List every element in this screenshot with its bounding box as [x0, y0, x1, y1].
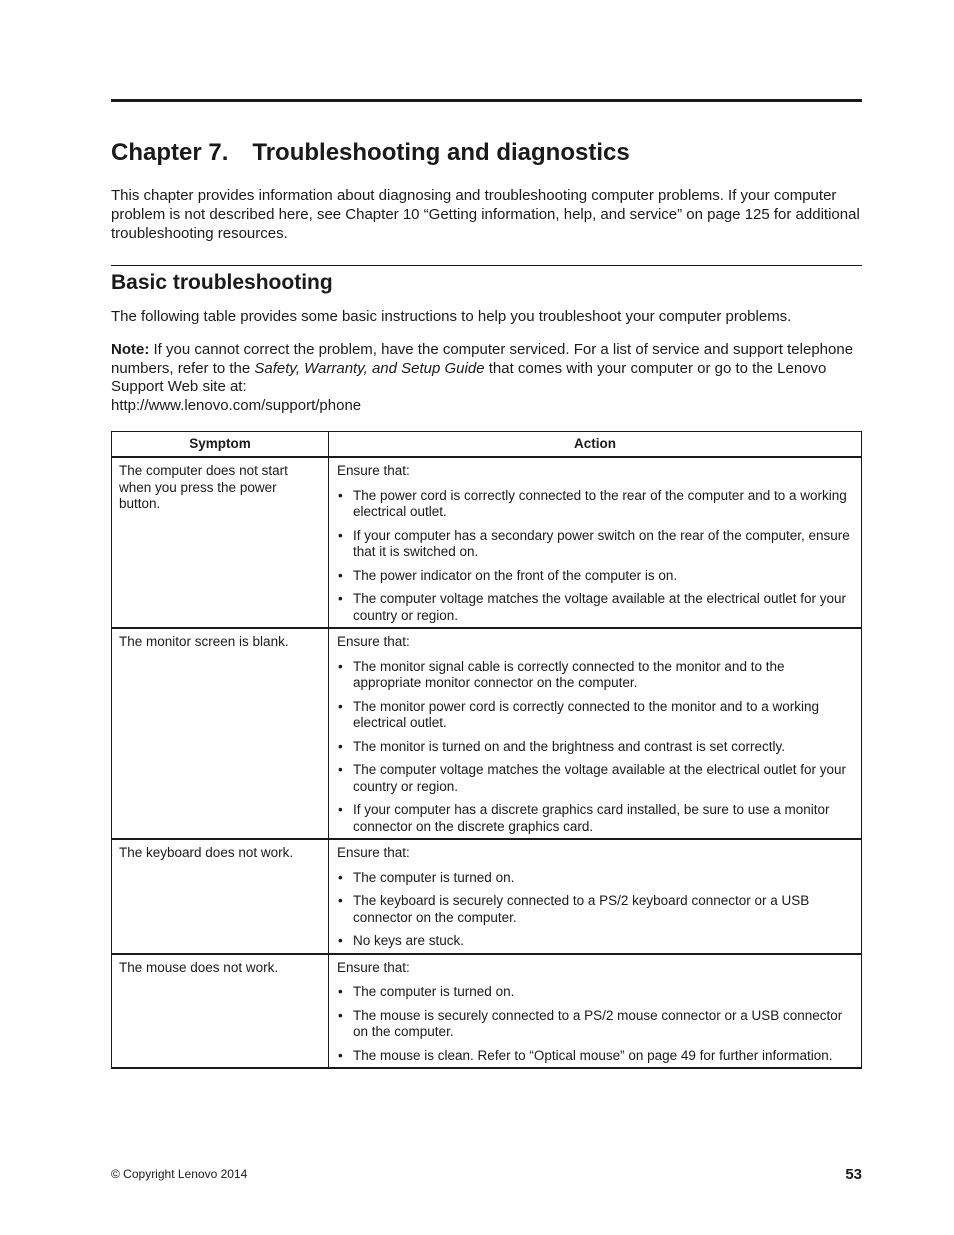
- bullet-icon: •: [338, 933, 343, 948]
- list-item-text: The monitor is turned on and the brightness and contrast is set correctly.: [353, 738, 785, 754]
- bullet-icon: •: [338, 567, 343, 583]
- action-list: [336, 984, 854, 1064]
- list-item-text: The computer voltage matches the voltage available at the electrical outlet for your country or region.: [353, 762, 847, 794]
- list-item: [336, 699, 854, 732]
- action-cell: [329, 954, 862, 1069]
- table-row: [112, 954, 862, 1069]
- list-item-text: The computer voltage matches the voltage available at the electrical outlet for your country or region.: [353, 591, 847, 623]
- page-number: 53: [845, 1166, 862, 1183]
- copyright-footer: © Copyright Lenovo 2014: [111, 1167, 248, 1181]
- bullet-icon: •: [338, 893, 343, 908]
- bullet-icon: •: [338, 802, 343, 817]
- note-label: Note:: [111, 341, 150, 358]
- section-title: Basic troubleshooting: [111, 271, 333, 294]
- table-header-row: [112, 432, 862, 458]
- list-item-text: The keyboard is securely connected to a PS/2 keyboard connector or a USB connector on the computer.: [353, 893, 810, 925]
- symptom-cell: The mouse does not work.: [112, 954, 329, 1069]
- action-cell: [329, 839, 862, 954]
- bullet-icon: •: [338, 738, 343, 754]
- troubleshooting-table: [111, 431, 862, 1069]
- bullet-icon: •: [338, 1007, 343, 1023]
- action-list: [336, 488, 854, 625]
- bullet-icon: •: [338, 658, 343, 674]
- bullet-icon: •: [338, 487, 343, 503]
- list-item-text: The computer is turned on.: [353, 869, 515, 885]
- list-item-text: The power indicator on the front of the computer is on.: [353, 567, 678, 583]
- list-item-text: The power cord is correctly connected to the rear of the computer and to a working electrical outlet.: [353, 487, 847, 519]
- action-header: Action: [329, 432, 862, 458]
- list-item: [336, 762, 854, 795]
- section-rule: [111, 265, 862, 266]
- document-page: [111, 99, 862, 1069]
- table-row: [112, 839, 862, 954]
- list-item-text: The monitor signal cable is correctly connected to the monitor and to the appropriate monitor connector on the computer.: [353, 658, 785, 690]
- bullet-icon: •: [338, 591, 343, 606]
- symptom-cell: The monitor screen is blank.: [112, 628, 329, 839]
- list-item-text: The mouse is securely connected to a PS/2 mouse connector or a USB connector on the computer.: [353, 1007, 843, 1039]
- top-rule: [111, 99, 862, 102]
- chapter-title: Chapter 7. Troubleshooting and diagnostics: [111, 139, 630, 166]
- list-item: [336, 893, 854, 926]
- ensure-label: Ensure that:: [337, 463, 410, 478]
- bullet-icon: •: [338, 1047, 343, 1063]
- note-paragraph: [111, 341, 862, 415]
- section-intro: The following table provides some basic instructions to help you troubleshoot your computer problems.: [111, 308, 792, 325]
- list-item: [336, 659, 854, 692]
- support-url[interactable]: http://www.lenovo.com/support/phone: [111, 396, 362, 414]
- bullet-icon: •: [338, 869, 343, 885]
- action-list: [336, 659, 854, 836]
- symptom-cell: The keyboard does not work.: [112, 839, 329, 954]
- table-body: [112, 457, 862, 1068]
- bullet-icon: •: [338, 527, 343, 543]
- list-item-text: No keys are stuck.: [353, 933, 465, 948]
- list-item: [336, 488, 854, 521]
- list-item-text: The mouse is clean. Refer to “Optical mouse” on page 49 for further information.: [353, 1047, 833, 1063]
- list-item: [336, 1008, 854, 1041]
- bullet-icon: •: [338, 762, 343, 777]
- list-item: [336, 528, 854, 561]
- list-item: [336, 739, 854, 756]
- chapter-intro: This chapter provides information about diagnosing and troubleshooting computer problems. If your computer problem is not described here, see Chapter 10 “Getting information, help, and service” on page 125 for additional troubleshooting resources.: [111, 187, 860, 242]
- list-item: [336, 870, 854, 887]
- list-item: [336, 984, 854, 1001]
- ensure-label: Ensure that:: [337, 959, 410, 975]
- action-cell: [329, 457, 862, 628]
- list-item-text: The monitor power cord is correctly connected to the monitor and to a working electrical outlet.: [353, 698, 819, 730]
- guide-title: Safety, Warranty, and Setup Guide: [254, 359, 485, 377]
- bullet-icon: •: [338, 984, 343, 999]
- action-list: [336, 870, 854, 950]
- list-item: [336, 591, 854, 624]
- list-item: [336, 802, 854, 835]
- list-item: [336, 1048, 854, 1065]
- symptom-header: Symptom: [112, 432, 329, 458]
- symptom-cell: The computer does not start when you press the power button.: [112, 457, 329, 628]
- table-row: [112, 457, 862, 628]
- list-item-text: If your computer has a discrete graphics card installed, be sure to use a monitor connector on the discrete graphics card.: [353, 802, 830, 834]
- ensure-label: Ensure that:: [337, 845, 410, 860]
- action-cell: [329, 628, 862, 839]
- table-row: [112, 628, 862, 839]
- bullet-icon: •: [338, 698, 343, 714]
- ensure-label: Ensure that:: [337, 634, 410, 649]
- list-item: [336, 933, 854, 950]
- note-text-before: If you cannot correct the problem, have the computer serviced. For a list of service and support telephone numbers, refer to the: [111, 341, 854, 377]
- list-item-text: The computer is turned on.: [353, 984, 515, 999]
- list-item: [336, 568, 854, 585]
- list-item-text: If your computer has a secondary power switch on the rear of the computer, ensure that it is switched on.: [353, 527, 850, 559]
- note-text-after: that comes with your computer or go to the Lenovo Support Web site at:: [111, 359, 827, 395]
